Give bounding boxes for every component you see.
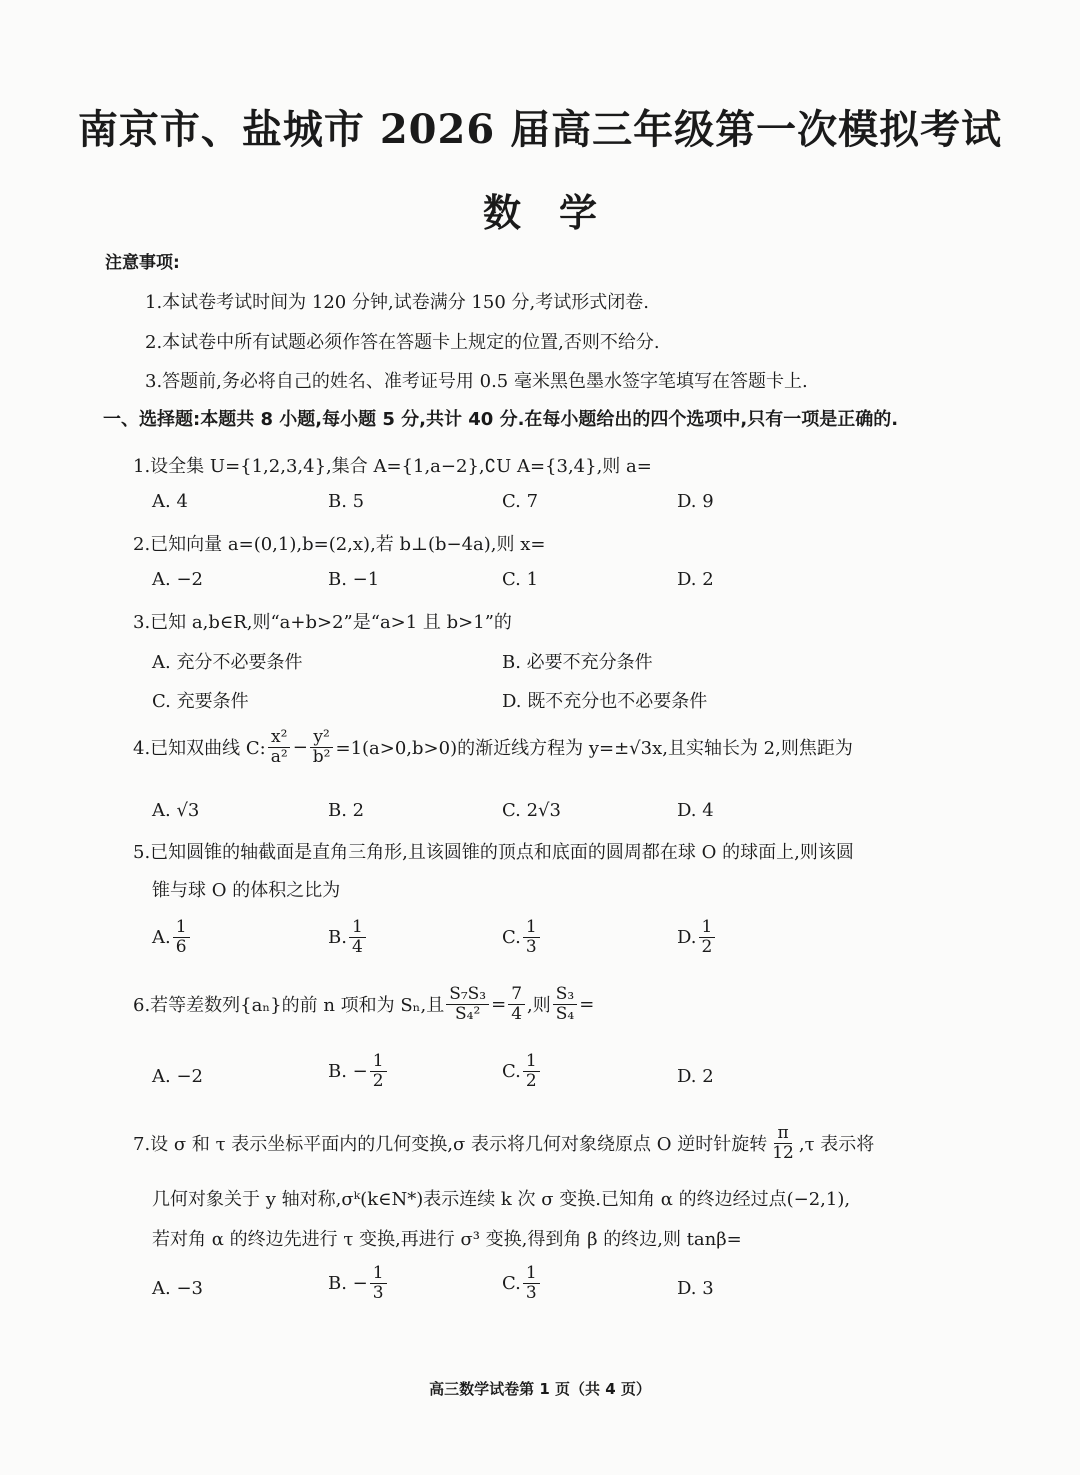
option-label: B. − (328, 1272, 368, 1294)
question-7-line1-a: 7.设 σ 和 τ 表示坐标平面内的几何变换,σ 表示将几何对象绕原点 O 逆时针旋转 (133, 1134, 768, 1156)
hyperbola-x-term (268, 728, 291, 766)
question-7-line2: 几何对象关于 y 轴对称,σᵏ(k∈N*)表示连续 k 次 σ 变换.已知角 α 的终边经过点(−2,1), (152, 1189, 851, 1210)
question-1-stem: 1.设全集 U={1,2,3,4},集合 A={1,a−2},∁U A={3,4},则 a= (133, 456, 652, 477)
fraction-denominator: 2 (372, 1070, 384, 1091)
fraction-numerator: S₇S₃ (446, 985, 489, 1005)
question-3-option-b: B. 必要不充分条件 (502, 652, 653, 673)
fraction-denominator: 4 (511, 1003, 523, 1024)
question-2-option-c: C. 1 (502, 569, 539, 590)
note-item: 3.答题前,务必将自己的姓名、准考证号用 0.5 毫米黑色墨水签字笔填写在答题卡上. (145, 371, 808, 392)
question-7-line1-b: ,τ 表示将 (798, 1134, 875, 1156)
question-2-option-a: A. −2 (152, 569, 203, 590)
note-item: 2.本试卷中所有试题必须作答在答题卡上规定的位置,否则不给分. (145, 332, 660, 353)
question-5-stem-line1: 5.已知圆锥的轴截面是直角三角形,且该圆锥的顶点和底面的圆周都在球 O 的球面上,则该圆 (133, 842, 854, 863)
seven-fourths-fraction (508, 985, 525, 1023)
option-fraction (523, 1052, 540, 1090)
question-6-stem-a: 6.若等差数列{aₙ}的前 n 项和为 Sₙ,且 (133, 995, 445, 1017)
fraction-numerator: 7 (508, 985, 525, 1005)
question-6-stem-b: ,则 (527, 995, 551, 1017)
question-3-option-d: D. 既不充分也不必要条件 (502, 691, 708, 712)
equals-sign: = (491, 993, 507, 1015)
option-label: C. (502, 1060, 521, 1082)
fraction-denominator: 3 (372, 1282, 384, 1303)
fraction-numerator: 1 (349, 918, 366, 938)
exam-title: 南京市、盐城市 2026 届高三年级第一次模拟考试 (77, 106, 1003, 153)
option-fraction (370, 1052, 387, 1090)
minus-sign: − (292, 736, 308, 758)
fraction-denominator: S₄² (455, 1003, 481, 1024)
option-fraction (699, 918, 716, 956)
question-7-option-a: A. −3 (152, 1278, 203, 1299)
question-7-line1 (133, 1124, 874, 1162)
sum-ratio-fraction (446, 985, 489, 1023)
option-fraction (523, 1264, 540, 1302)
question-6-stem-c: = (579, 993, 595, 1015)
question-1-option-d: D. 9 (677, 491, 714, 512)
option-fraction (349, 918, 366, 956)
question-5-option-d (677, 918, 717, 956)
fraction-numerator: 1 (370, 1052, 387, 1072)
hyperbola-y-term (310, 728, 334, 766)
question-5-option-c (502, 918, 542, 956)
question-6-option-c (502, 1052, 542, 1090)
question-1-option-a: A. 4 (152, 491, 188, 512)
question-4-option-d: D. 4 (677, 800, 714, 821)
question-3-stem: 3.已知 a,b∈R,则“a+b>2”是“a>1 且 b>1”的 (133, 612, 512, 633)
option-label: D. (677, 926, 697, 948)
question-3-option-a: A. 充分不必要条件 (152, 652, 303, 673)
fraction-denominator: 6 (175, 936, 187, 957)
fraction-numerator: 1 (523, 1052, 540, 1072)
note-item: 1.本试卷考试时间为 120 分钟,试卷满分 150 分,考试形式闭卷. (145, 292, 649, 313)
fraction-denominator: a² (270, 746, 288, 767)
question-2-stem: 2.已知向量 a=(0,1),b=(2,x),若 b⊥(b−4a),则 x= (133, 534, 546, 555)
fraction-denominator: 3 (525, 936, 537, 957)
option-fraction (370, 1264, 387, 1302)
pi-over-12-fraction (769, 1124, 797, 1162)
question-4-stem-a: 4.已知双曲线 C: (133, 738, 266, 760)
question-3-option-c: C. 充要条件 (152, 691, 249, 712)
question-4-option-c: C. 2√3 (502, 800, 561, 821)
question-7-option-b (328, 1264, 389, 1302)
fraction-numerator: y² (310, 728, 332, 748)
section-heading: 一、选择题:本题共 8 小题,每小题 5 分,共计 40 分.在每小题给出的四个选项中,只有一项是正确的. (103, 409, 899, 430)
fraction-denominator: 3 (525, 1282, 537, 1303)
question-5-option-b (328, 918, 368, 956)
fraction-denominator: 2 (701, 936, 713, 957)
fraction-numerator: 1 (523, 918, 540, 938)
option-label: B. (328, 926, 347, 948)
option-label: A. (152, 926, 171, 948)
question-6-option-d: D. 2 (677, 1066, 714, 1087)
question-4-option-a: A. √3 (152, 800, 200, 821)
question-4-stem-b: =1(a>0,b>0)的渐近线方程为 y=±√3x,且实轴长为 2,则焦距为 (335, 738, 853, 760)
fraction-numerator: 1 (370, 1264, 387, 1284)
fraction-denominator: b² (312, 746, 331, 767)
fraction-denominator: S₄ (555, 1003, 575, 1024)
option-fraction (523, 918, 540, 956)
fraction-numerator: 1 (699, 918, 716, 938)
fraction-numerator: S₃ (553, 985, 577, 1005)
fraction-numerator: π (774, 1124, 791, 1144)
s3-s4-fraction (553, 985, 577, 1023)
question-5-stem-line2: 锥与球 O 的体积之比为 (152, 880, 341, 901)
question-1-option-c: C. 7 (502, 491, 539, 512)
fraction-denominator: 12 (772, 1142, 794, 1163)
fraction-numerator: x² (268, 728, 290, 748)
question-6-option-b (328, 1052, 389, 1090)
question-6-option-a: A. −2 (152, 1066, 203, 1087)
question-2-option-b: B. −1 (328, 569, 380, 590)
option-fraction (173, 918, 190, 956)
question-7-option-d: D. 3 (677, 1278, 714, 1299)
option-label: C. (502, 926, 521, 948)
option-label: C. (502, 1272, 521, 1294)
question-1-option-b: B. 5 (328, 491, 365, 512)
question-2-option-d: D. 2 (677, 569, 714, 590)
question-7-option-c (502, 1264, 542, 1302)
fraction-numerator: 1 (523, 1264, 540, 1284)
page-footer: 高三数学试卷第 1 页（共 4 页） (429, 1380, 651, 1398)
fraction-numerator: 1 (173, 918, 190, 938)
option-label: B. − (328, 1060, 368, 1082)
question-5-option-a (152, 918, 192, 956)
subject-title: 数学 (482, 190, 635, 235)
fraction-denominator: 4 (351, 936, 363, 957)
question-4-stem (133, 728, 853, 766)
question-4-option-b: B. 2 (328, 800, 365, 821)
question-6-stem (133, 985, 594, 1023)
notes-heading: 注意事项: (105, 253, 180, 273)
question-7-line3: 若对角 α 的终边先进行 τ 变换,再进行 σ³ 变换,得到角 β 的终边,则 tanβ= (152, 1229, 742, 1250)
fraction-denominator: 2 (525, 1070, 537, 1091)
